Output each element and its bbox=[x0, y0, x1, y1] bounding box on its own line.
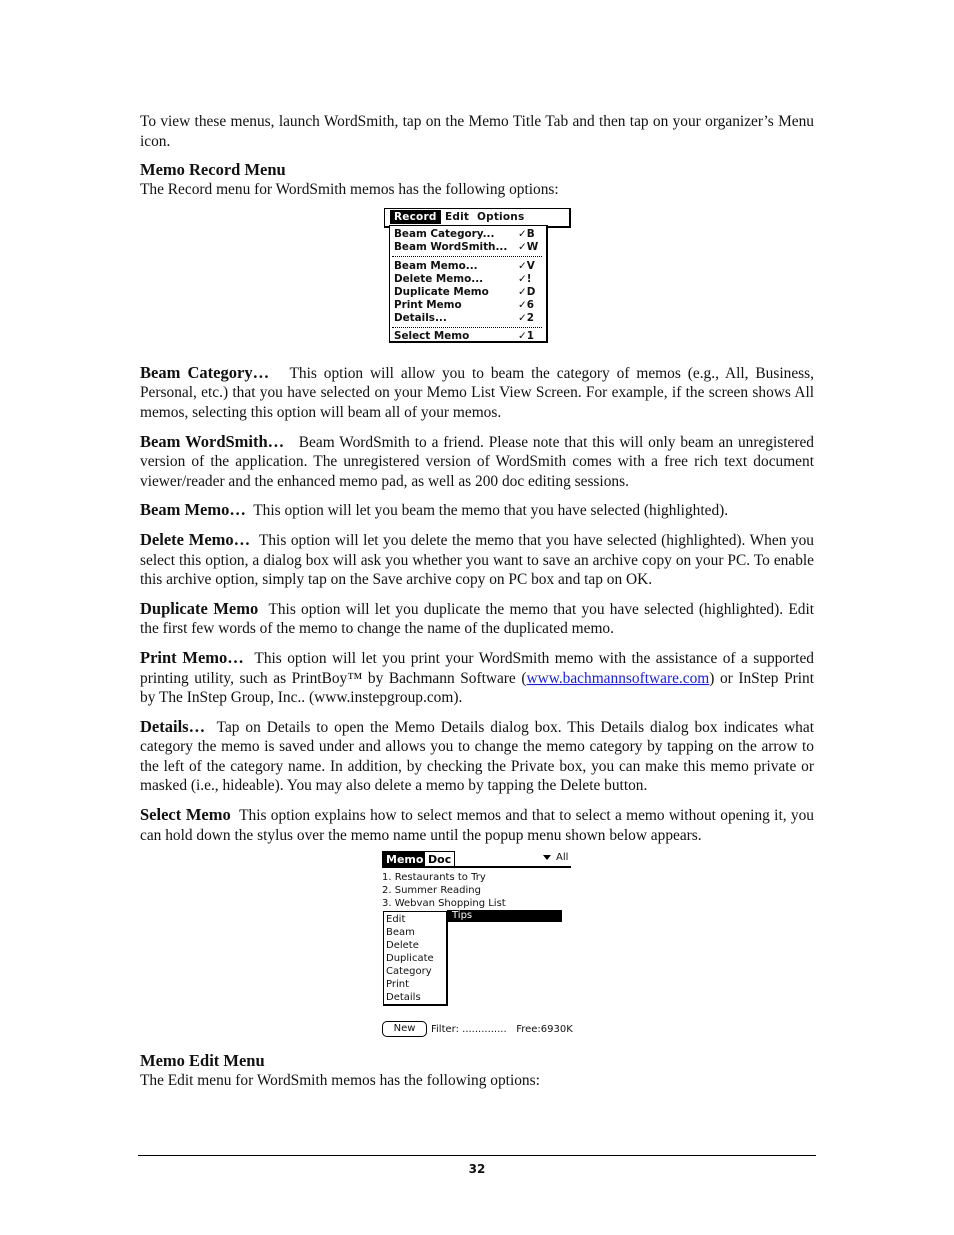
menu-separator bbox=[392, 256, 542, 257]
category-label: All bbox=[556, 852, 569, 863]
highlighted-memo-text: Tips bbox=[452, 910, 473, 921]
triangle-down-icon bbox=[543, 855, 551, 860]
record-menu-screenshot bbox=[384, 208, 570, 344]
menu-shortcut: ✓V bbox=[518, 260, 535, 272]
menu-edit[interactable]: Edit bbox=[445, 211, 470, 223]
record-menu-lead: The Record menu for WordSmith memos has the following options: bbox=[140, 181, 559, 199]
option-term: Duplicate Memo bbox=[140, 598, 259, 618]
menu-shortcut: ✓B bbox=[518, 228, 535, 240]
menu-item-select-memo[interactable]: Select Memo bbox=[394, 330, 470, 342]
option-text: This option will let you print your WordSmith memo with the assistance of a supported printing utility, such as PrintBoy™ by Bachmann Software ( bbox=[140, 649, 814, 687]
option-delete-memo bbox=[140, 530, 814, 590]
menu-shortcut: ✓! bbox=[518, 273, 532, 285]
popup-item-details[interactable]: Details bbox=[386, 992, 421, 1003]
footer-rule bbox=[138, 1155, 816, 1156]
option-text: This option will allow you to beam the category of memos (e.g., All, Business, Personal, etc.) that you have selected on your Memo List View Screen. For example, if the screen shows All memos, selecting this option will beam all of your memos. bbox=[140, 364, 814, 421]
option-term: Beam WordSmith… bbox=[140, 431, 285, 451]
memo-list-screenshot bbox=[381, 849, 573, 1041]
free-memory-label: Free:6930K bbox=[516, 1024, 573, 1035]
menu-item-beam-wordsmith[interactable]: Beam WordSmith... bbox=[394, 241, 508, 253]
popup-menu bbox=[383, 911, 448, 1006]
menu-shortcut: ✓2 bbox=[518, 312, 534, 324]
edit-menu-heading: Memo Edit Menu bbox=[140, 1051, 265, 1071]
menu-shortcut: ✓D bbox=[518, 286, 536, 298]
new-button[interactable]: New bbox=[382, 1021, 427, 1037]
title-underline bbox=[382, 866, 571, 868]
memo-list-item[interactable]: 1. Restaurants to Try bbox=[382, 872, 486, 883]
option-beam-category bbox=[140, 363, 814, 423]
menu-item-duplicate-memo[interactable]: Duplicate Memo bbox=[394, 286, 489, 298]
option-beam-wordsmith bbox=[140, 432, 814, 492]
menu-item-beam-category[interactable]: Beam Category... bbox=[394, 228, 495, 240]
option-term: Print Memo… bbox=[140, 647, 244, 667]
filter-status bbox=[431, 1024, 573, 1036]
menu-item-details[interactable]: Details... bbox=[394, 312, 447, 324]
intro-paragraph: To view these menus, launch WordSmith, tap on the Memo Title Tab and then tap on your organizer’s Menu icon. bbox=[140, 113, 814, 150]
option-term: Delete Memo… bbox=[140, 529, 251, 549]
option-text: This option will let you beam the memo that you have selected (highlighted). bbox=[253, 502, 729, 520]
menu-shortcut: ✓6 bbox=[518, 299, 534, 311]
memo-list-item[interactable]: 2. Summer Reading bbox=[382, 885, 481, 896]
menu-record[interactable]: Record bbox=[390, 210, 441, 224]
popup-item-delete[interactable]: Delete bbox=[386, 940, 419, 951]
menu-shortcut: ✓1 bbox=[518, 330, 534, 342]
option-term: Select Memo bbox=[140, 805, 231, 825]
record-menu-heading: Memo Record Menu bbox=[140, 160, 286, 180]
menu-item-print-memo[interactable]: Print Memo bbox=[394, 299, 462, 311]
option-text: Tap on Details to open the Memo Details dialog box. This Details dialog box indicates what category the memo is saved under and allows you to change the memo category by tapping on the arrow to the left of the category name. In addition, by checking the Private box, you can make this memo private or masked (i.e., hideable). You may also delete a memo by tapping the Delete button. bbox=[140, 718, 814, 795]
menu-separator bbox=[392, 327, 542, 328]
option-text: Beam WordSmith to a friend. Please note that this will only beam an unregistered version of the application. The unregistered version of WordSmith comes with a free rich text document viewer/reader and the enhanced memo pad, as well as 200 doc editing sessions. bbox=[140, 433, 815, 490]
edit-menu-lead: The Edit menu for WordSmith memos has the following options: bbox=[140, 1072, 540, 1090]
filter-label: Filter: .............. bbox=[431, 1024, 507, 1035]
menu-shortcut: ✓W bbox=[518, 241, 539, 253]
popup-item-edit[interactable]: Edit bbox=[386, 914, 406, 925]
record-dropdown bbox=[389, 225, 548, 343]
memo-list-item[interactable]: 3. Webvan Shopping List bbox=[382, 898, 506, 909]
popup-item-beam[interactable]: Beam bbox=[386, 927, 415, 938]
page-number: 32 bbox=[468, 1162, 486, 1176]
menu-item-delete-memo[interactable]: Delete Memo... bbox=[394, 273, 484, 285]
option-text: This option will let you delete the memo that you have selected (highlighted). When you select this option, a dialog box will ask you whether you want to save an archive copy on your PC. To enable this archive option, simply tap on the Save archive copy on PC box and tap on OK. bbox=[140, 531, 815, 589]
option-details bbox=[140, 717, 814, 796]
option-text-after: ) or InStep Print by The InStep Group, Inc.. (www.instepgroup.com). bbox=[140, 669, 815, 707]
bachmann-link[interactable]: www.bachmannsoftware.com bbox=[526, 669, 710, 687]
menu-options[interactable]: Options bbox=[477, 211, 525, 223]
option-term: Beam Category… bbox=[140, 362, 270, 382]
highlighted-memo[interactable] bbox=[447, 910, 562, 922]
option-text: This option will let you duplicate the memo that you have selected (highlighted). Edit the first few words of the memo to change the name of the duplicated memo. bbox=[140, 600, 814, 638]
popup-item-print[interactable]: Print bbox=[386, 979, 410, 990]
option-select-memo bbox=[140, 805, 814, 845]
option-beam-memo bbox=[140, 500, 814, 521]
option-text: This option explains how to select memos and that to select a memo without opening it, you can hold down the stylus over the memo name until the popup menu shown below appears. bbox=[140, 807, 814, 844]
option-term: Beam Memo… bbox=[140, 500, 246, 520]
option-term: Details… bbox=[140, 716, 206, 736]
popup-item-duplicate[interactable]: Duplicate bbox=[386, 953, 434, 964]
tab-doc[interactable]: Doc bbox=[424, 851, 455, 868]
popup-item-category[interactable]: Category bbox=[386, 966, 432, 977]
tab-memo[interactable]: Memo bbox=[382, 851, 427, 868]
option-duplicate-memo bbox=[140, 599, 814, 639]
option-print-memo bbox=[140, 648, 814, 708]
menu-item-beam-memo[interactable]: Beam Memo... bbox=[394, 260, 478, 272]
